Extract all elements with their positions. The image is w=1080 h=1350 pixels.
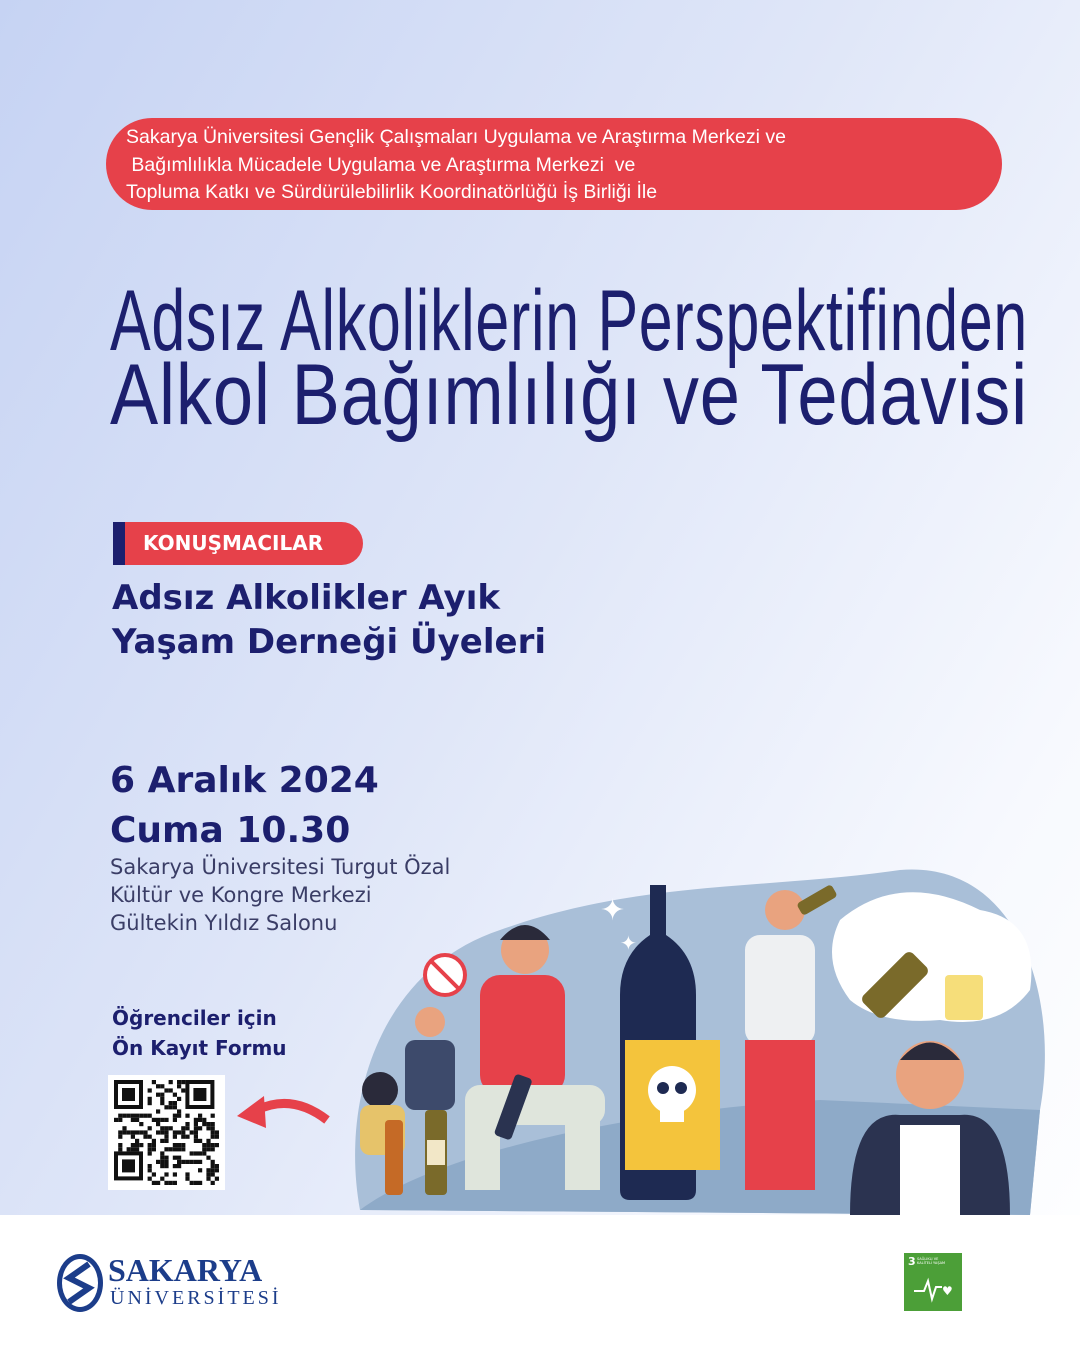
- speakers-badge: KONUŞMACILAR: [113, 522, 363, 565]
- registration-line-2: Ön Kayıt Formu: [112, 1036, 287, 1060]
- sakarya-logo-icon: [55, 1252, 105, 1314]
- organizers-line: Bağımlılıkla Mücadele Uygulama ve Araştırma Merkezi ve: [126, 153, 636, 176]
- sdg-3-badge: [904, 1253, 962, 1311]
- logo-text-top: SAKARYA: [108, 1252, 263, 1288]
- venue-line: Gültekin Yıldız Salonu: [110, 911, 338, 935]
- svg-text:✦: ✦: [600, 893, 626, 928]
- svg-text:♥: ♥: [942, 1284, 953, 1298]
- organizers-line: Topluma Katkı ve Sürdürülebilirlik Koordinatörlüğü İş Birliği İle: [126, 181, 658, 203]
- heartbeat-icon: [912, 1275, 956, 1303]
- arrow-icon: [232, 1088, 332, 1138]
- speakers-text: [112, 576, 546, 664]
- venue-line: Sakarya Üniversitesi Turgut Özal: [110, 855, 451, 879]
- venue-line: Kültür ve Kongre Merkezi: [110, 883, 372, 907]
- speakers-line-1: Adsız Alkolikler Ayık: [112, 578, 500, 618]
- svg-text:✦: ✦: [620, 931, 637, 955]
- alcohol-addiction-illustration: [340, 850, 1060, 1220]
- logo-text-bottom: ÜNİVERSİTESİ: [110, 1287, 282, 1309]
- registration-line-1: Öğrenciler için: [112, 1006, 277, 1030]
- registration-qr-code[interactable]: [108, 1075, 225, 1190]
- speakers-line-2: Yaşam Derneği Üyeleri: [112, 622, 546, 662]
- organizers-line: Sakarya Üniversitesi Gençlik Çalışmaları Uygulama ve Araştırma Merkezi ve: [126, 126, 786, 148]
- sdg-number: 3: [908, 1255, 916, 1268]
- sdg-text: SAĞLIKLI VE KALİTELİ YAŞAM: [917, 1257, 946, 1265]
- event-date: 6 Aralık 2024: [110, 760, 379, 801]
- footer: [0, 1215, 1080, 1350]
- title-line-1: Adsız Alkoliklerin Perspektifinden: [110, 273, 1028, 369]
- organizers-banner: [106, 118, 1002, 210]
- event-day-time: Cuma 10.30: [110, 810, 351, 851]
- title-line-2: Alkol Bağımlılığı ve Tedavisi: [110, 347, 1028, 443]
